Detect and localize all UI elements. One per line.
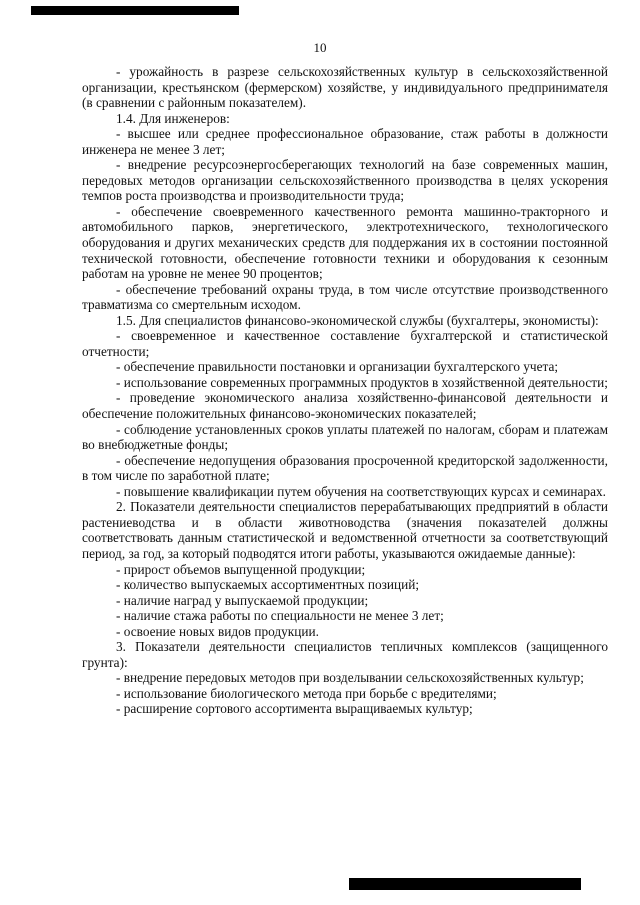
paragraph-awards: - наличие наград у выпускаемой продукции; [116, 592, 369, 608]
paragraph-qualification: - повышение квалификации путем обучения на соответствующих курсах и семинарах. [116, 483, 606, 499]
paragraph-resource-saving: - внедрение ресурсоэнергосберегающих технологий на базе современных машин, передовых методов организации сельскохозяйственного производства в целях ускорения темпов роста производства и производительности труда; [82, 157, 608, 204]
paragraph-advanced-methods: - внедрение передовых методов при возделывании сельскохозяйственных культур; [116, 670, 584, 686]
paragraph-software: - использование современных программных продуктов в хозяйственной деятельности; [116, 374, 608, 390]
paragraph-economic-analysis: - проведение экономического анализа хозяйственно-финансовой деятельности и обеспечение положительных финансово-экономических показателей; [82, 390, 608, 422]
paragraph-experience: - наличие стажа работы по специальности не менее 3 лет; [116, 608, 444, 624]
section-heading-finance: 1.5. Для специалистов финансово-экономической службы (бухгалтеры, экономисты): [116, 312, 599, 328]
paragraph-repair: - обеспечение своевременного качественного ремонта машинно-тракторного и автомобильного парков, энергетического, электротехнического, технологического оборудования и других механических средств для поддержания их в состоянии постоянной технической готовности, обеспечение готовности техники и оборудования к сезонным работам на уровне не менее 90 процентов; [82, 203, 608, 282]
paragraph-tax-deadlines: - соблюдение установленных сроков уплаты платежей по налогам, сборам и платежам во внебюджетные фонды; [82, 421, 608, 453]
paragraph-assortment: - количество выпускаемых ассортиментных позиций; [116, 577, 420, 593]
scan-artifact-top [31, 6, 239, 15]
paragraph-yield: - урожайность в разрезе сельскохозяйственных культур в сельскохозяйственной организации, крестьянском (фермерском) хозяйстве, у индивидуального предпринимателя (в сравнении с районным показателем). [82, 64, 608, 111]
section-heading-engineers: 1.4. Для инженеров: [116, 110, 230, 126]
paragraph-engineer-education: - высшее или среднее профессиональное образование, стаж работы в должности инженера не менее 3 лет; [82, 126, 608, 157]
paragraph-labor-safety: - обеспечение требований охраны труда, в том числе отсутствие производственного травматизма со смертельным исходом. [82, 281, 608, 313]
paragraph-reporting: - своевременное и качественное составление бухгалтерской и статистической отчетности; [82, 328, 608, 359]
section-heading-processing: 2. Показатели деятельности специалистов перерабатывающих предприятий в области растениеводства и в области животноводства (значения показателей должны соответствовать данным статистической и ведомственной отчетности за соответствующий период, за год, за который подводятся итоги работы, указываются ожидаемые данные): [82, 499, 608, 561]
paragraph-output-growth: - прирост объемов выпущенной продукции; [116, 561, 366, 577]
paragraph-variety-expansion: - расширение сортового ассортимента выращиваемых культур; [116, 701, 473, 717]
page-number: 10 [313, 40, 327, 55]
paragraph-new-products: - освоение новых видов продукции. [116, 623, 319, 639]
paragraph-biological-method: - использование биологического метода при борьбе с вредителями; [116, 685, 497, 701]
section-heading-greenhouse: 3. Показатели деятельности специалистов тепличных комплексов (защищенного грунта): [82, 639, 608, 670]
paragraph-accounting: - обеспечение правильности постановки и организации бухгалтерского учета; [116, 359, 559, 375]
scan-artifact-bottom [349, 878, 581, 890]
document-body [82, 64, 608, 717]
paragraph-overdue-debt: - обеспечение недопущения образования просроченной кредиторской задолженности, в том числе по заработной плате; [82, 452, 608, 484]
